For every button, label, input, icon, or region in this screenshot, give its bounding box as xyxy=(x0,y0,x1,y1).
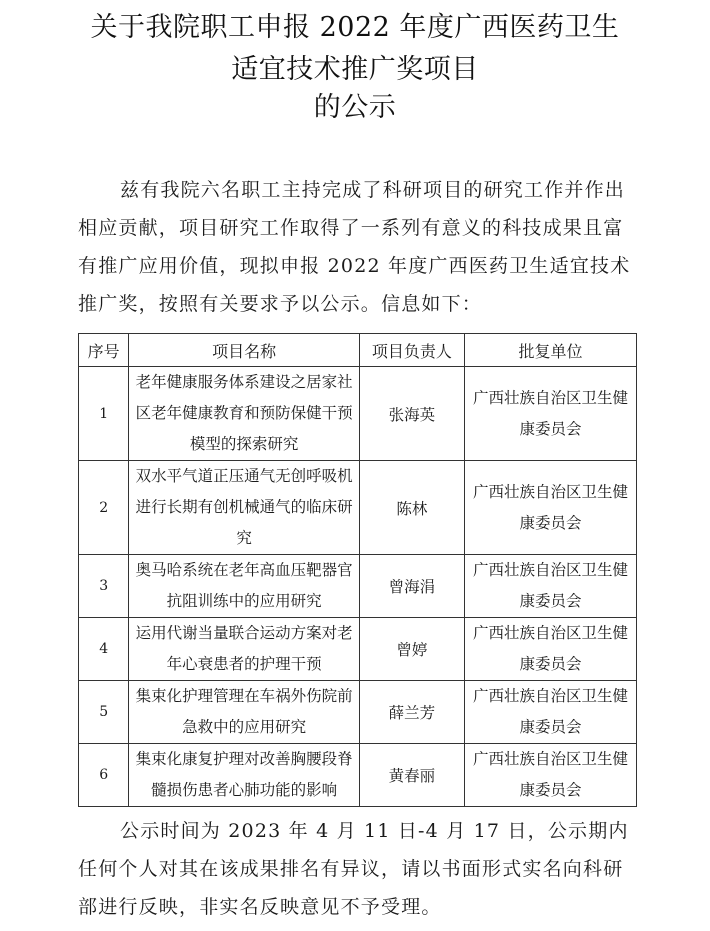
title-line-1: 关于我院职工申报 2022 年度广西医药卫生 xyxy=(90,12,620,43)
header-project-name: 项目名称 xyxy=(129,334,359,367)
row-project-lead: 曾海涓 xyxy=(359,555,464,618)
notice-paragraph: 公示时间为 2023 年 4 月 11 日-4 月 17 日，公示期内任何个人对其在该成果排名有异议，请以书面形式实名向科研部进行反映，非实名反映意见不予受理。 xyxy=(78,820,629,918)
row-project-name: 奥马哈系统在老年高血压靶器官抗阻训练中的应用研究 xyxy=(129,555,359,618)
project-table xyxy=(78,333,637,807)
title-line-2: 适宜技术推广奖项目 xyxy=(231,54,479,85)
row-project-name: 集束化康复护理对改善胸腰段脊髓损伤患者心肺功能的影响 xyxy=(129,744,359,807)
table-row xyxy=(79,461,637,555)
row-approving-unit: 广西壮族自治区卫生健康委员会 xyxy=(464,461,636,555)
row-project-name: 双水平气道正压通气无创呼吸机进行长期有创机械通气的临床研究 xyxy=(129,461,359,555)
table-header-row xyxy=(79,334,637,367)
row-project-lead: 曾婷 xyxy=(359,618,464,681)
row-approving-unit: 广西壮族自治区卫生健康委员会 xyxy=(464,367,636,461)
row-serial: 4 xyxy=(79,618,129,681)
row-serial: 5 xyxy=(79,681,129,744)
header-serial: 序号 xyxy=(79,334,129,367)
row-serial: 2 xyxy=(79,461,129,555)
row-approving-unit: 广西壮族自治区卫生健康委员会 xyxy=(464,555,636,618)
table-row xyxy=(79,744,637,807)
row-approving-unit: 广西壮族自治区卫生健康委员会 xyxy=(464,744,636,807)
intro-paragraph: 兹有我院六名职工主持完成了科研项目的研究工作并作出相应贡献，项目研究工作取得了一系列有意义的科技成果且富有推广应用价值，现拟申报 2022 年度广西医药卫生适宜技术推广奖，按照有关要求予以公示。信息如下： xyxy=(78,179,631,315)
row-project-lead: 黄春丽 xyxy=(359,744,464,807)
table-row xyxy=(79,367,637,461)
row-project-name: 运用代谢当量联合运动方案对老年心衰患者的护理干预 xyxy=(129,618,359,681)
row-project-lead: 张海英 xyxy=(359,367,464,461)
header-project-lead: 项目负责人 xyxy=(359,334,464,367)
row-approving-unit: 广西壮族自治区卫生健康委员会 xyxy=(464,618,636,681)
row-approving-unit: 广西壮族自治区卫生健康委员会 xyxy=(464,681,636,744)
row-serial: 3 xyxy=(79,555,129,618)
row-project-lead: 薛兰芳 xyxy=(359,681,464,744)
table-row xyxy=(79,681,637,744)
header-approving-unit: 批复单位 xyxy=(464,334,636,367)
table-row xyxy=(79,618,637,681)
row-serial: 6 xyxy=(79,744,129,807)
title-line-3: 的公示 xyxy=(313,92,397,123)
row-serial: 1 xyxy=(79,367,129,461)
row-project-name: 集束化护理管理在车祸外伤院前急救中的应用研究 xyxy=(129,681,359,744)
row-project-lead: 陈林 xyxy=(359,461,464,555)
row-project-name: 老年健康服务体系建设之居家社区老年健康教育和预防保健干预模型的探索研究 xyxy=(129,367,359,461)
table-row xyxy=(79,555,637,618)
